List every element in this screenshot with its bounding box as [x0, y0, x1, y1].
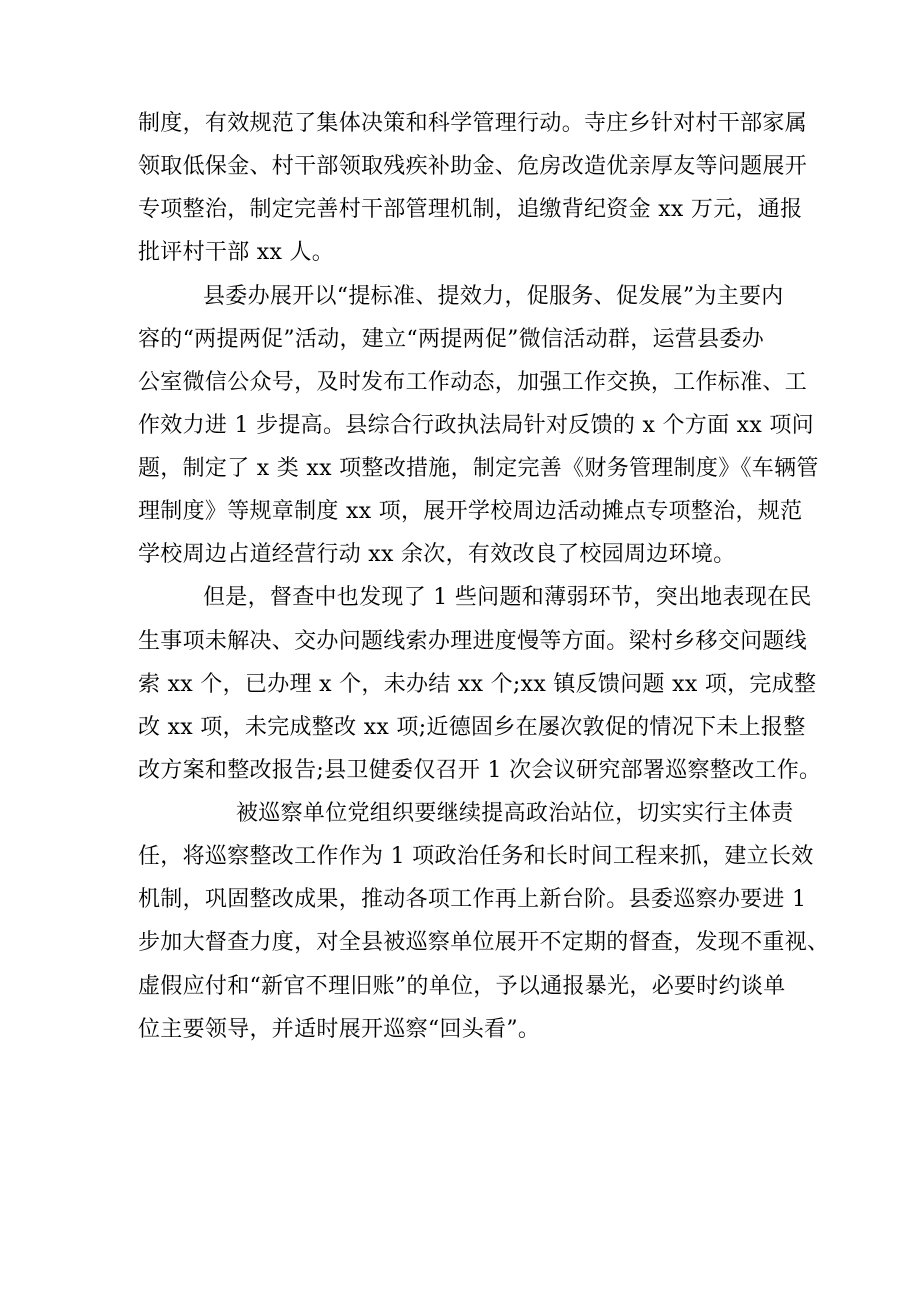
text-line: 专项整治，制定完善村干部管理机制，追缴背纪资金 xx 万元，通报 — [138, 197, 803, 222]
text-line: 生事项未解决、交办问题线索办理进度慢等方面。梁村乡移交问题线 — [138, 629, 808, 654]
text-line: 作效力进 1 步提高。县综合行政执法局针对反馈的 x 个方面 xx 项问 — [138, 413, 814, 438]
text-line: 学校周边占道经营行动 xx 余次，有效改良了校园周边环境。 — [138, 542, 736, 567]
text-line: 公室微信公众号，及时发布工作动态，加强工作交换，工作标准、工 — [138, 370, 808, 395]
text-line: 改方案和整改报告;县卫健委仅召开 1 次会议研究部署巡察整改工作。 — [138, 758, 822, 783]
text-line: 位主要领导，并适时展开巡察“回头看”。 — [138, 1017, 541, 1042]
text-line: 批评村干部 xx 人。 — [138, 240, 335, 265]
text-line: 被巡察单位党组织要继续提高政治站位，切实实行主体责 — [236, 801, 794, 826]
text-line: 但是，督查中也发现了 1 些问题和薄弱环节，突出地表现在民 — [203, 585, 812, 610]
text-line: 虚假应付和“新官不理旧账”的单位，予以通报暴光，必要时约谈单 — [138, 974, 786, 999]
text-line: 题，制定了 x 类 xx 项整改措施，制定完善《财务管理制度》《车辆管 — [138, 456, 819, 481]
text-line: 领取低保金、村干部领取残疾补助金、危房改造优亲厚友等问题展开 — [138, 154, 808, 179]
text-line: 改 xx 项，未完成整改 xx 项;近德固乡在屡次敦促的情况下未上报整 — [138, 715, 806, 740]
text-line: 任，将巡察整改工作作为 1 项政治任务和长时间工程来抓，建立长效 — [138, 844, 814, 869]
text-line: 索 xx 个，已办理 x 个，未办结 xx 个;xx 镇反馈问题 xx 项，完成整 — [138, 672, 817, 697]
text-line: 机制，巩固整改成果，推动各项工作再上新台阶。县委巡察办要进 1 — [138, 887, 807, 912]
text-line: 步加大督查力度，对全县被巡察单位展开不定期的督查，发现不重视、 — [138, 930, 830, 955]
text-line: 理制度》等规章制度 xx 项，展开学校周边活动摊点专项整治，规范 — [138, 499, 803, 524]
text-line: 县委办展开以“提标准、提效力，促服务、促发展”为主要内 — [203, 284, 784, 309]
text-line: 容的“两提两促”活动，建立“两提两促”微信活动群，运营县委办 — [138, 327, 764, 352]
text-line: 制度，有效规范了集体决策和科学管理行动。寺庄乡针对村干部家属 — [138, 111, 808, 136]
